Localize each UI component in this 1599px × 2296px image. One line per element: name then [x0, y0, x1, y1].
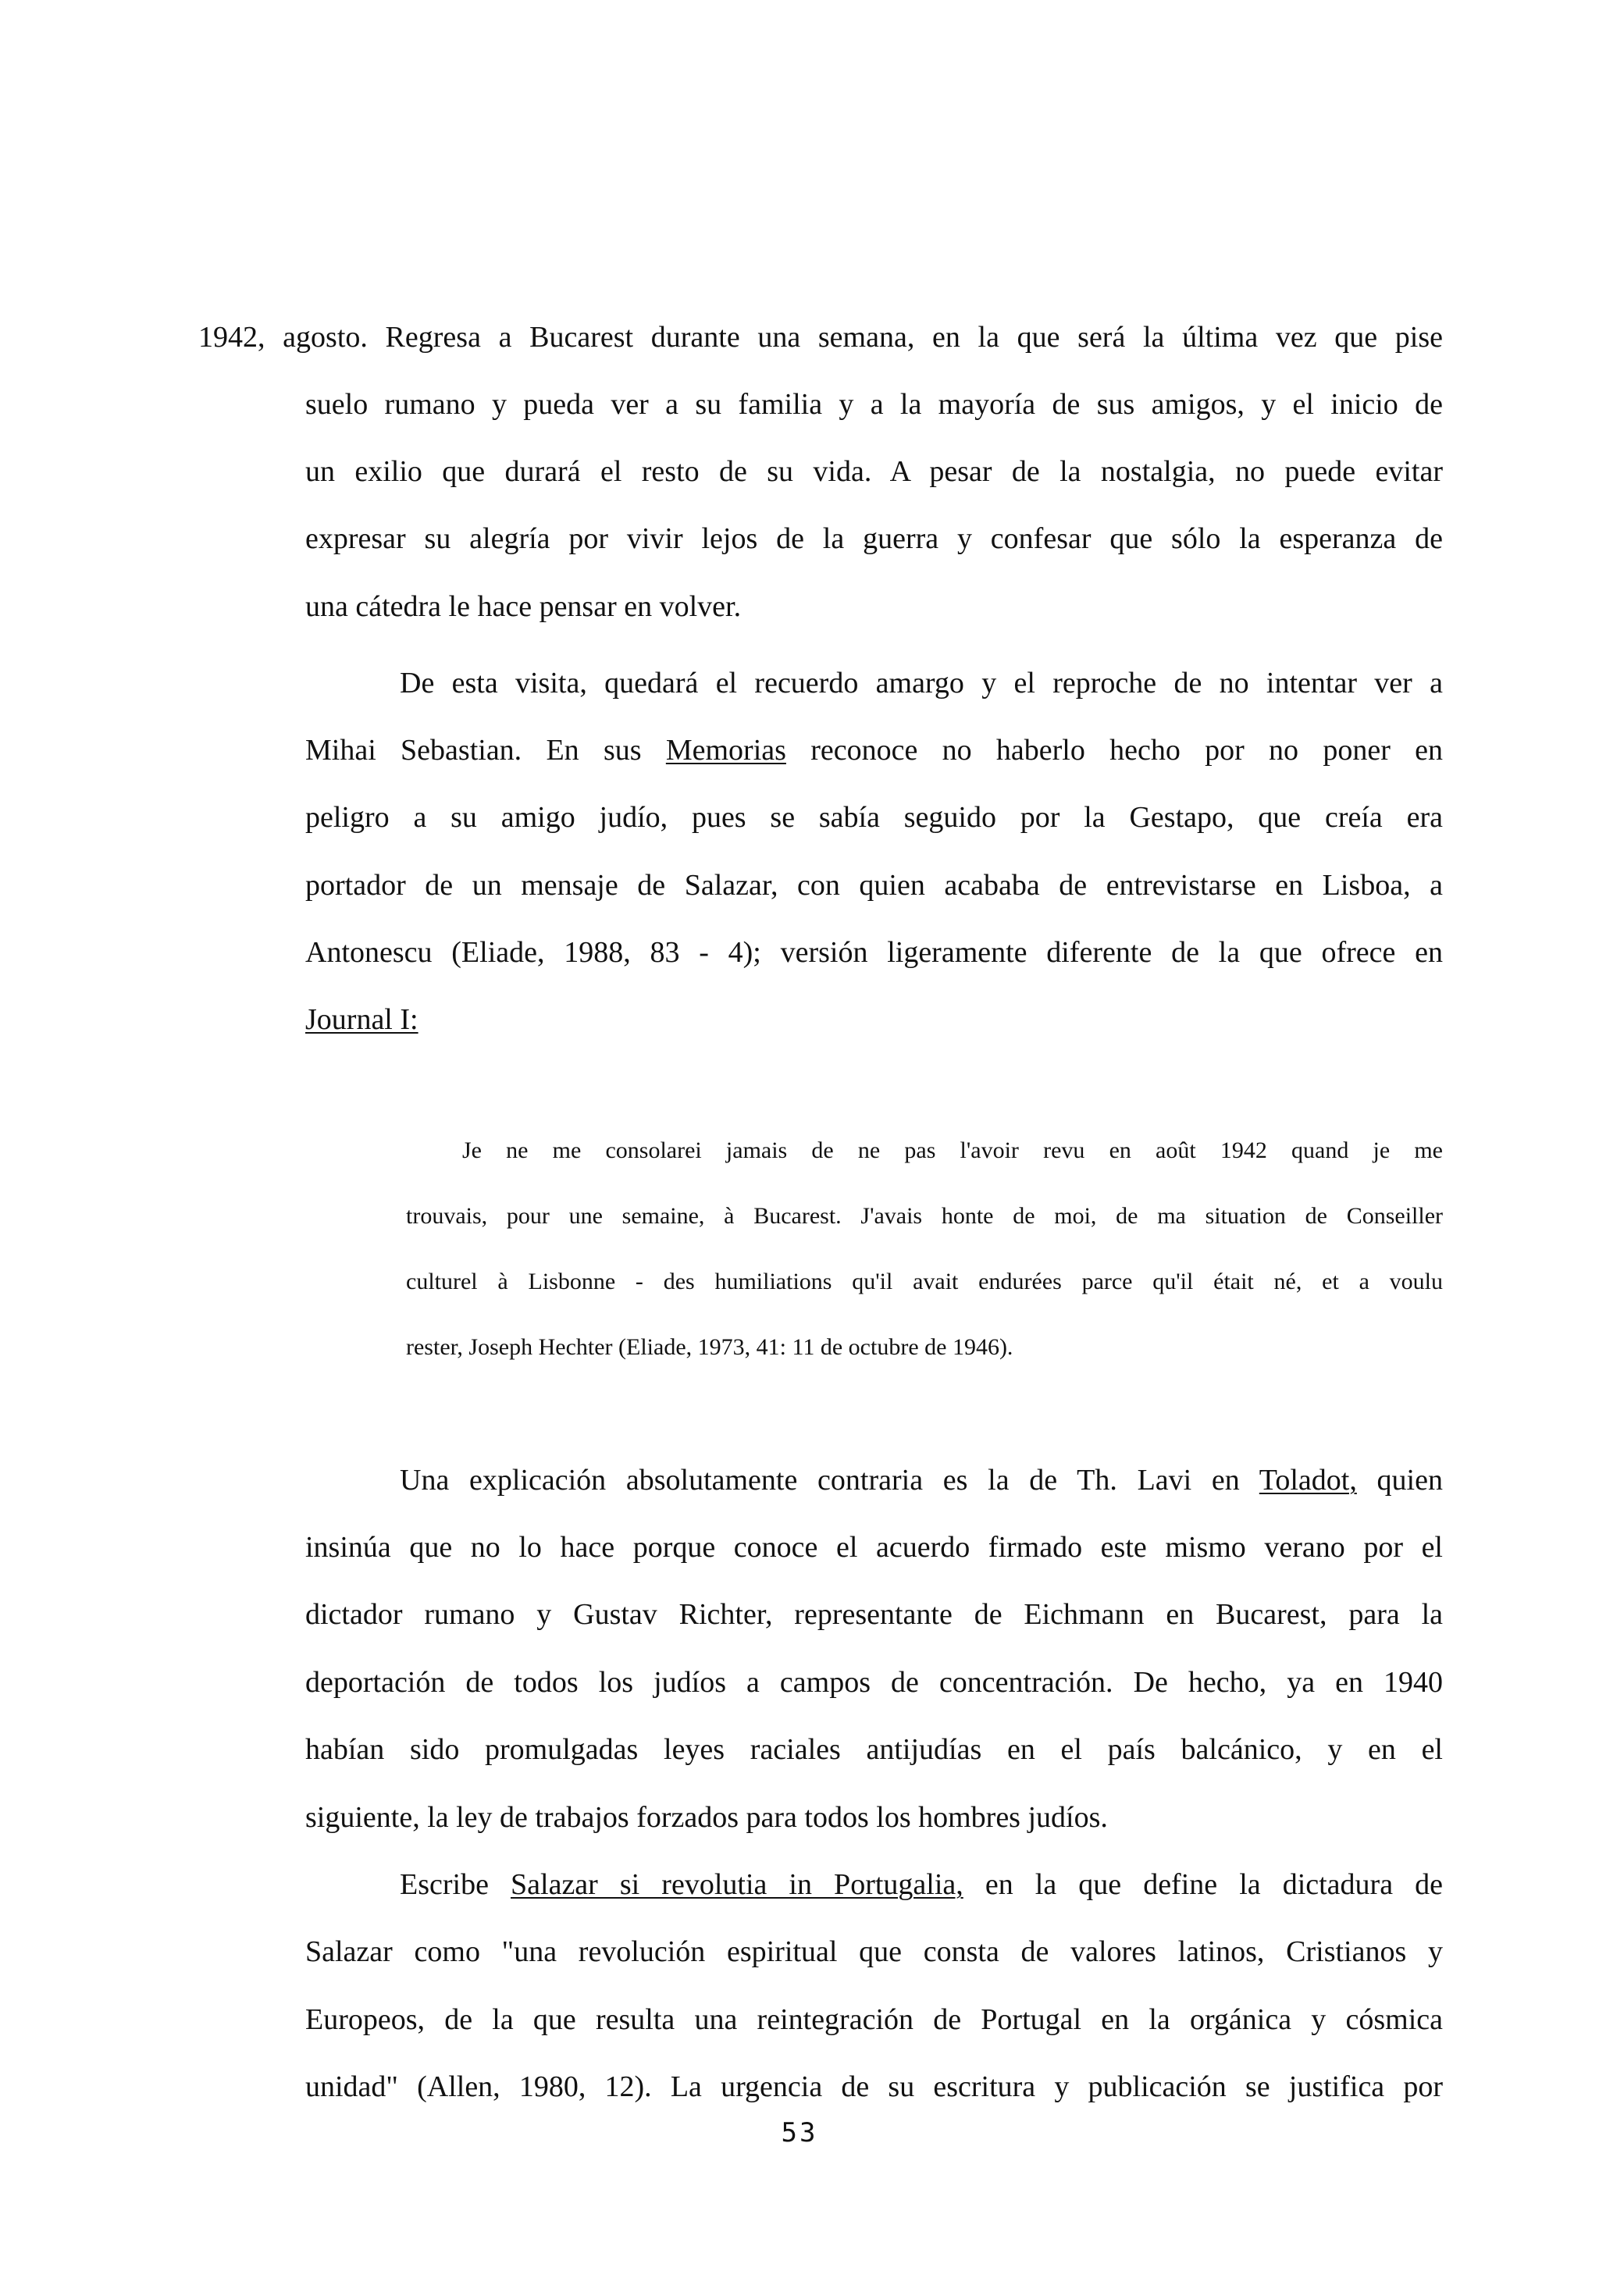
paragraph-1-line-5: una cátedra le hace pensar en volver. — [305, 590, 742, 623]
paragraph-2-line-2-pre: Mihai Sebastian. En sus — [305, 734, 666, 767]
book-title-toladot: Toladot, — [1259, 1464, 1357, 1497]
paragraph-3-line-1 — [400, 1463, 1443, 1497]
paragraph-3-line-1-pre: Una explicación absolutamente contraria es la de Th. Lavi en — [400, 1464, 1259, 1497]
paragraph-4-line-4: unidad" (Allen, 1980, 12). La urgencia de su escritura y publicación se justifica por — [305, 2070, 1443, 2103]
quote-line-1: Je ne me consolarei jamais de ne pas l'avoir revu en août 1942 quand je me — [462, 1137, 1443, 1163]
paragraph-1-line-1: 1942, agosto. Regresa a Bucarest durante una semana, en la que será la última vez que pise — [198, 321, 1443, 354]
paragraph-2-line-2 — [305, 733, 1443, 767]
paragraph-2-line-4: portador de un mensaje de Salazar, con quien acababa de entrevistarse en Lisboa, a — [305, 869, 1443, 902]
paragraph-3-line-5: habían sido promulgadas leyes raciales antijudías en el país balcánico, y en el — [305, 1733, 1443, 1766]
paragraph-3-line-2: insinúa que no lo hace porque conoce el acuerdo firmado este mismo verano por el — [305, 1531, 1443, 1564]
paragraph-1-line-3: un exilio que durará el resto de su vida. A pesar de la nostalgia, no puede evitar — [305, 455, 1443, 488]
paragraph-4-line-3: Europeos, de la que resulta una reintegración de Portugal en la orgánica y cósmica — [305, 2003, 1443, 2036]
paragraph-2-line-3: peligro a su amigo judío, pues se sabía seguido por la Gestapo, que creía era — [305, 801, 1443, 834]
paragraph-4-line-1-pre: Escribe — [400, 1868, 511, 1901]
paragraph-3-line-3: dictador rumano y Gustav Richter, representante de Eichmann en Bucarest, para la — [305, 1598, 1443, 1631]
paragraph-1-line-4: expresar su alegría por vivir lejos de la guerra y confesar que sólo la esperanza de — [305, 522, 1443, 555]
quote-line-2: trouvais, pour une semaine, à Bucarest. J'avais honte de moi, de ma situation de Conseiller — [406, 1203, 1443, 1229]
paragraph-2-line-5: Antonescu (Eliade, 1988, 83 - 4); versión ligeramente diferente de la que ofrece en — [305, 936, 1443, 969]
paragraph-3-line-6: siguiente, la ley de trabajos forzados para todos los hombres judíos. — [305, 1801, 1108, 1834]
book-title-salazar: Salazar si revolutia in Portugalia, — [511, 1868, 963, 1901]
quote-line-3: culturel à Lisbonne - des humiliations qu'il avait endurées parce qu'il était né, et a voulu — [406, 1269, 1443, 1294]
paragraph-4-line-1 — [400, 1867, 1443, 1902]
paragraph-4-line-1-post: en la que define la dictadura de — [963, 1868, 1443, 1901]
book-title-journal-i: Journal I: — [305, 1003, 418, 1036]
page-number: 53 — [781, 2117, 818, 2148]
paragraph-3-line-1-post: quien — [1356, 1464, 1443, 1497]
paragraph-2-line-1: De esta visita, quedará el recuerdo amargo y el reproche de no intentar ver a — [400, 667, 1443, 699]
paragraph-3-line-4: deportación de todos los judíos a campos de concentración. De hecho, ya en 1940 — [305, 1666, 1443, 1699]
paragraph-1-line-2: suelo rumano y pueda ver a su familia y a la mayoría de sus amigos, y el inicio de — [305, 388, 1443, 421]
book-title-memorias: Memorias — [665, 734, 786, 767]
quote-line-4: rester, Joseph Hechter (Eliade, 1973, 41: 11 de octubre de 1946). — [406, 1334, 1013, 1360]
paragraph-4-line-2: Salazar como "una revolución espiritual que consta de valores latinos, Cristianos y — [305, 1935, 1443, 1968]
paragraph-2-line-2-post: reconoce no haberlo hecho por no poner en — [785, 734, 1443, 767]
